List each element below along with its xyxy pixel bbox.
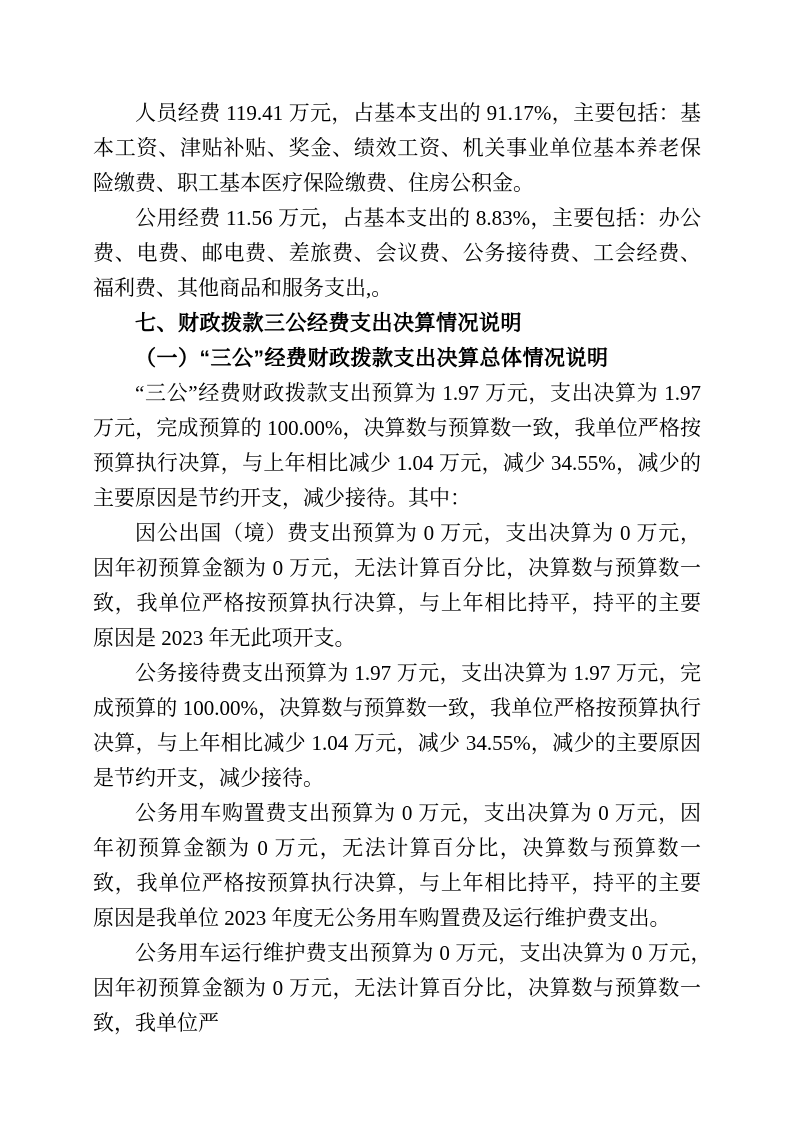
paragraph-overseas-travel-expense: 因公出国（境）费支出预算为 0 万元，支出决算为 0 万元，因年初预算金额为 0 万元，无法计算百分比，决算数与预算数一致，我单位严格按预算执行决算，与上年相比持平，持平的主要原因是 2023 年无此项开支。 [93,521,701,650]
paragraph-vehicle-purchase-expense: 公务用车购置费支出预算为 0 万元，支出决算为 0 万元，因年初预算金额为 0 万元，无法计算百分比，决算数与预算数一致，我单位严格按预算执行决算，与上年相比持平，持平的主要原因是我单位 2023 年度无公务用车购置费及运行维护费支出。 [93,801,701,930]
section-heading-seven: 七、财政拨款三公经费支出决算情况说明 [135,312,522,335]
paragraph-official-reception-expense: 公务接待费支出预算为 1.97 万元，支出决算为 1.97 万元，完成预算的 100.00%，决算数与预算数一致，我单位严格按预算执行决算，与上年相比减少 1.04 万元，减少 34.55%，减少的主要原因是节约开支，减少接待。 [93,661,701,790]
paragraph-sangong-overall: “三公”经费财政拨款支出预算为 1.97 万元，支出决算为 1.97 万元，完成预算的 100.00%，决算数与预算数一致，我单位严格按预算执行决算，与上年相比减少 1.04 万元，减少 34.55%，减少的主要原因是节约开支，减少接待。其中： [93,381,701,510]
paragraph-public-expense: 公用经费 11.56 万元，占基本支出的 8.83%，主要包括：办公费、电费、邮电费、差旅费、会议费、公务接待费、工会经费、福利费、其他商品和服务支出,。 [93,206,701,300]
paragraph-vehicle-maintenance-expense: 公务用车运行维护费支出预算为 0 万元，支出决算为 0 万元， 因年初预算金额为 0 万元，无法计算百分比，决算数与预算数一致，我单位严 [93,941,722,1035]
paragraph-personnel-expense: 人员经费 119.41 万元，占基本支出的 91.17%，主要包括：基本工资、津贴补贴、奖金、绩效工资、机关事业单位基本养老保险缴费、职工基本医疗保险缴费、住房公积金。 [93,101,701,195]
subsection-heading-one: （一）“三公”经费财政拨款支出决算总体情况说明 [135,347,609,370]
